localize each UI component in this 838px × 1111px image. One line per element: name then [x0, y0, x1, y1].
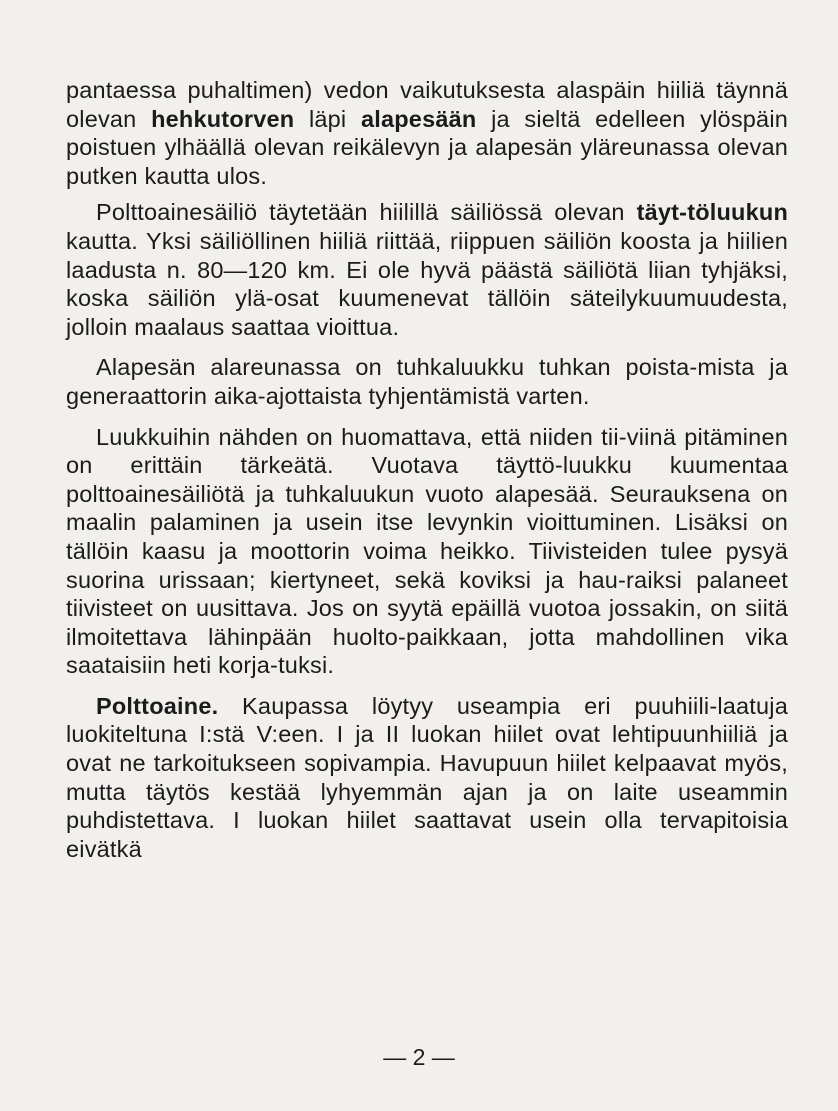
paragraph-4-run-1: Luukkuihin nähden on huomattava, että niiden tii-viinä pitäminen on erittäin tärkeätä. Vuotava täyttö-luukku kuumentaa polttoainesäiliötä ja tuhkaluukun vuoto alapesää. Seurauksena on maalin palaminen ja usein itse levynkin vioittuminen. Lisäksi on tällöin kaasu ja moottorin voima heikko. Tiivisteiden tulee pysyä suorina urissaan; kiertyneet, sekä koviksi ja hau-raiksi palaneet tiivisteet on uusittava. Jos on syytä epäillä vuotoa jossakin, on siitä ilmoitettava lähinpään huolto-paikkaan, jotta mahdollinen vika saataisiin heti korja-tuksi.	[66, 423, 788, 679]
paragraph-3-run-1: Alapesän alareunassa on tuhkaluukku tuhkan poista-mista ja generaattorin aika-ajottaista tyhjentämistä varten.	[66, 354, 788, 409]
term-alapesaan: alapesään	[360, 105, 477, 132]
term-tayttoluukku: täyt-töluukun	[636, 199, 788, 226]
paragraph-1-run-3: läpi	[294, 105, 361, 132]
paragraph-1-run-5: ja sieltä edelleen ylöspäin poistuen ylhäällä olevan reikälevyn ja alapesän yläreunassa olevan putken kautta ulos.	[66, 105, 789, 189]
paragraph-5	[66, 692, 788, 864]
paragraph-1	[66, 76, 788, 190]
paragraph-2-run-3: kautta. Yksi säiliöllinen hiiliä riittää, riippuen säiliön koosta ja hiilien laadusta n. 80—120 km. Ei ole hyvä päästä säiliötä liian tyhjäksi, koska säiliön ylä-osat kuumenevat tällöin säteilykuumuudesta, jolloin maalaus saattaa vioittua.	[66, 227, 788, 340]
paragraph-4	[66, 423, 788, 680]
paragraph-5-run-2: Kaupassa löytyy useampia eri puuhiili-laatuja luokiteltuna I:stä V:een. I ja II luokan hiilet ovat lehtipuunhiiliä ja ovat ne tarkoitukseen sopivampia. Havupuun hiilet kelpaavat myös, mutta täytös kestää lyhyemmän ajan ja on laite useammin puhdistettava. I luokan hiilet saattavat usein olla tervapitoisia eivätkä	[66, 692, 788, 862]
paragraph-3	[66, 353, 788, 410]
term-hehkutorven: hehkutorven	[151, 105, 295, 132]
section-heading-polttoaine: Polttoaine.	[96, 692, 219, 719]
paragraph-2-run-1: Polttoainesäiliö täytetään hiilillä säiliössä olevan	[96, 199, 637, 226]
paragraph-2	[66, 198, 788, 341]
paragraph-1-run-1: pantaessa puhaltimen) vedon vaikutuksesta alaspäin hiiliä täynnä olevan	[66, 77, 788, 132]
page-number: — 2 —	[383, 1044, 455, 1070]
